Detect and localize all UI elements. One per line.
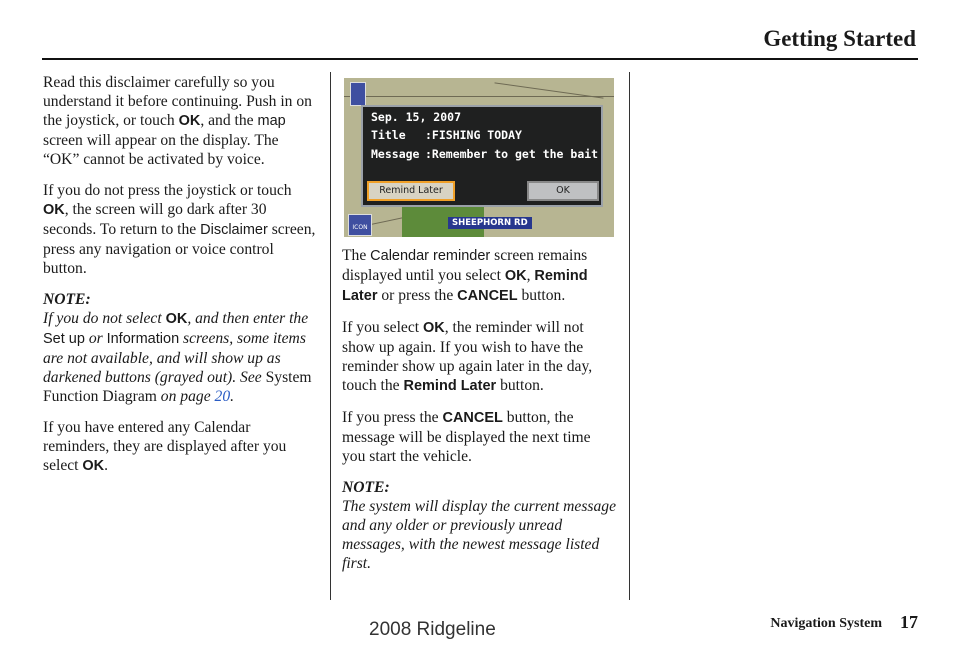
- paragraph-timeout: If you do not press the joystick or touch OK, the screen will go dark after 30 seconds. To return to the Disclaimer screen, press any navigation or voice control button.: [43, 182, 316, 277]
- north-icon[interactable]: [350, 82, 366, 106]
- page-number: 17: [900, 612, 918, 632]
- note-text: If you do not select OK, and then enter the Set up or Information screens, some items are not available, and will show up as darkened buttons (grayed out). See System Function Diagram on page 20.: [43, 310, 312, 405]
- reminder-title-value: :FISHING TODAY: [425, 128, 522, 142]
- note-label-2: NOTE:: [342, 479, 390, 496]
- reminder-message-value: :Remember to get the bait: [425, 147, 599, 161]
- footer-system-name: Navigation System: [770, 616, 882, 631]
- right-column: [342, 246, 617, 585]
- header-rule: [42, 58, 918, 60]
- page-header-title: Getting Started: [763, 26, 916, 51]
- paragraph-calendar: If you have entered any Calendar reminders, they are displayed after you select OK.: [43, 419, 287, 474]
- reminder-message-label: Message: [371, 147, 420, 161]
- icon-button[interactable]: ICON: [348, 214, 372, 236]
- paragraph-reminder-screen: The Calendar reminder screen remains displayed until you select OK, Remind Later or press the CANCEL button.: [342, 247, 588, 304]
- road-name-label: SHEEPHORN RD: [448, 217, 532, 229]
- paragraph-select-ok: If you select OK, the reminder will not show up again. If you wish to have the reminder show up again later in the day, touch the Remind Later button.: [342, 319, 593, 394]
- paragraph-cancel: If you press the CANCEL button, the message will be displayed the next time you start the vehicle.: [342, 409, 591, 465]
- note-text-2: The system will display the current message and any older or previously unread messages, with the newest message listed first.: [342, 498, 617, 572]
- reminder-title-label: Title: [371, 128, 406, 142]
- paragraph-disclaimer: Read this disclaimer carefully so you understand it before continuing. Push in on the joystick, or touch OK, and the map screen will appear on the display. The “OK” cannot be activated by voice.: [43, 74, 312, 168]
- calendar-reminder-dialog: [361, 105, 603, 207]
- remind-later-button[interactable]: Remind Later: [367, 181, 455, 201]
- column-divider-left: [330, 72, 331, 600]
- column-divider-right: [629, 72, 630, 600]
- ok-button[interactable]: OK: [527, 181, 599, 201]
- page-link[interactable]: 20: [214, 388, 231, 405]
- reminder-date: Sep. 15, 2007: [371, 110, 462, 124]
- navigation-screenshot: [344, 78, 614, 237]
- note-label: NOTE:: [43, 291, 91, 308]
- left-column: [43, 73, 318, 488]
- watermark: 2008 Ridgeline: [369, 619, 496, 640]
